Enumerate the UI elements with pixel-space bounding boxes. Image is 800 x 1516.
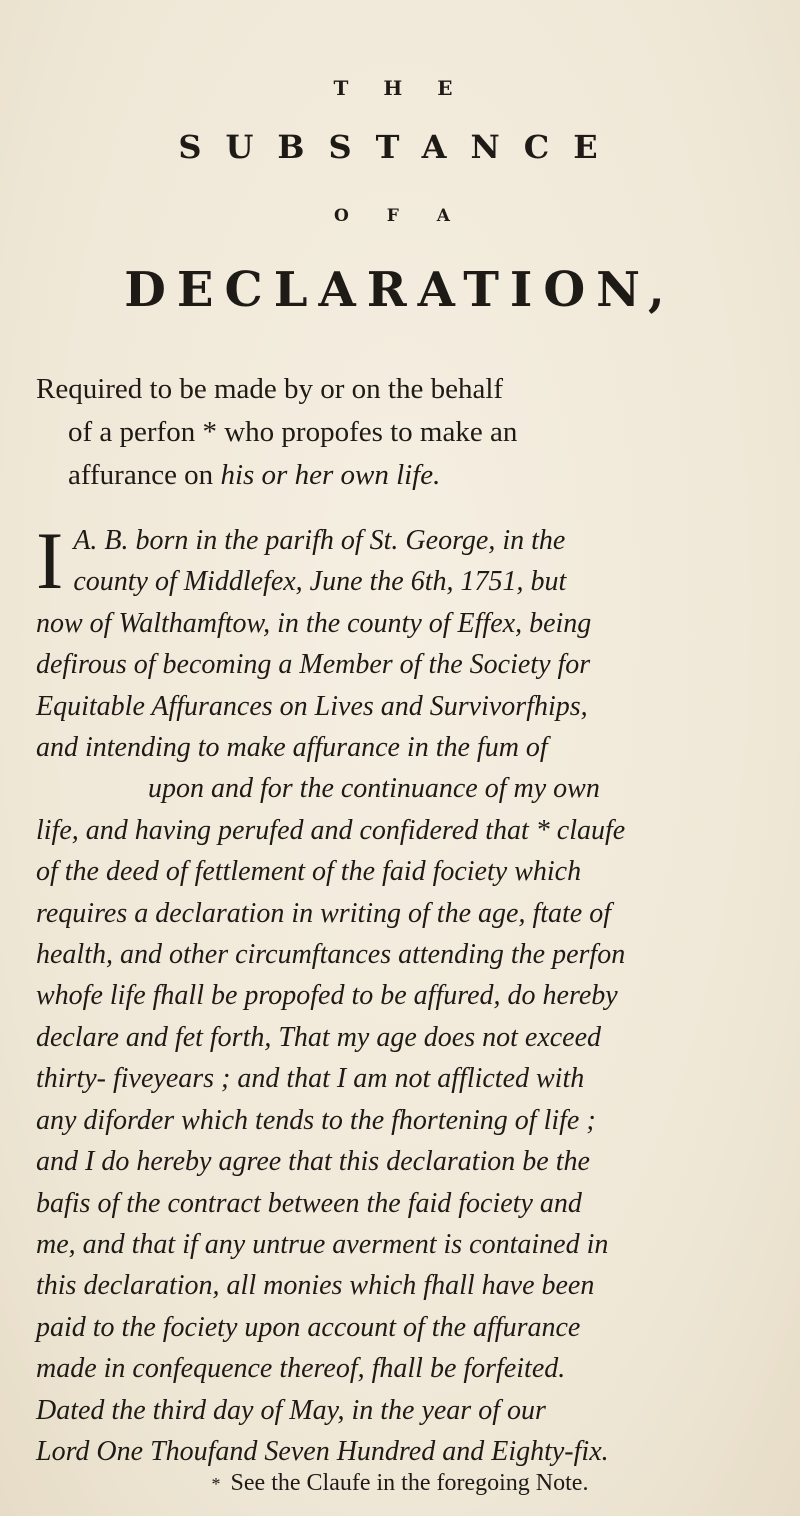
body-line: made in confequence thereof, fhall be forfeited. — [36, 1353, 566, 1385]
body-line: and I do hereby agree that this declaration be the — [36, 1146, 590, 1178]
subtitle-line-1: Required to be made by or on the behalf — [36, 373, 504, 405]
body-line: county of Middlefex, June the 6th, 1751, but — [73, 566, 567, 598]
subtitle-line-2: of a perfon * who propofes to make an — [68, 416, 518, 448]
body-line: now of Walthamftow, in the county of Effex, being — [36, 607, 592, 639]
body-line: life, and having perufed and confidered that * claufe — [36, 814, 626, 846]
subtitle-line-3-italic: his or her own life. — [220, 459, 441, 491]
body-line: bafis of the contract between the faid fociety and — [36, 1187, 582, 1219]
declaration-body — [36, 515, 772, 1472]
body-line: Equitable Affurances on Lives and Survivorfhips, — [36, 690, 588, 722]
footnote-mark: * — [211, 1474, 221, 1494]
body-line: thirty- fiveyears ; and that I am not afflicted with — [36, 1063, 585, 1095]
body-line: A. B. born in the parifh of St. George, in the — [73, 525, 566, 556]
body-line: of the deed of fettlement of the faid fociety which — [36, 856, 582, 888]
heading-substance: SUBSTANCE — [178, 128, 622, 166]
subtitle-line-3-plain: affurance on — [68, 459, 221, 491]
body-line: Lord One Thoufand Seven Hundred and Eighty-fix. — [36, 1435, 609, 1467]
body-line: requires a declaration in writing of the age, ftate of — [36, 897, 611, 929]
subtitle-line-3 — [36, 454, 756, 497]
body-line: defirous of becoming a Member of the Society for — [36, 649, 591, 681]
body-line: health, and other circumftances attending the perfon — [36, 939, 626, 971]
body-line: Dated the third day of May, in the year of our — [36, 1394, 546, 1426]
body-line: me, and that if any untrue averment is contained in — [36, 1228, 609, 1260]
body-line: paid to the fociety upon account of the affurance — [36, 1311, 581, 1343]
heading-of-a: O F A — [334, 206, 466, 226]
body-line: declare and fet forth, That my age does not exceed — [36, 1021, 602, 1053]
body-line: this declaration, all monies which fhall have been — [36, 1270, 595, 1302]
footnote — [0, 1470, 800, 1497]
body-line: any diforder which tends to the fhortening of life ; — [36, 1104, 596, 1136]
heading-the: T H E — [333, 76, 467, 100]
footnote-text: See the Claufe in the foregoing Note. — [230, 1470, 589, 1496]
body-line: upon and for the continuance of my own — [148, 773, 600, 805]
body-line: whofe life fhall be propofed to be affured, do hereby — [36, 980, 618, 1012]
body-line: and intending to make affurance in the fum of — [36, 732, 548, 764]
subtitle — [36, 368, 756, 497]
drop-cap: I — [36, 515, 64, 606]
heading-declaration: DECLARATION, — [124, 262, 676, 318]
